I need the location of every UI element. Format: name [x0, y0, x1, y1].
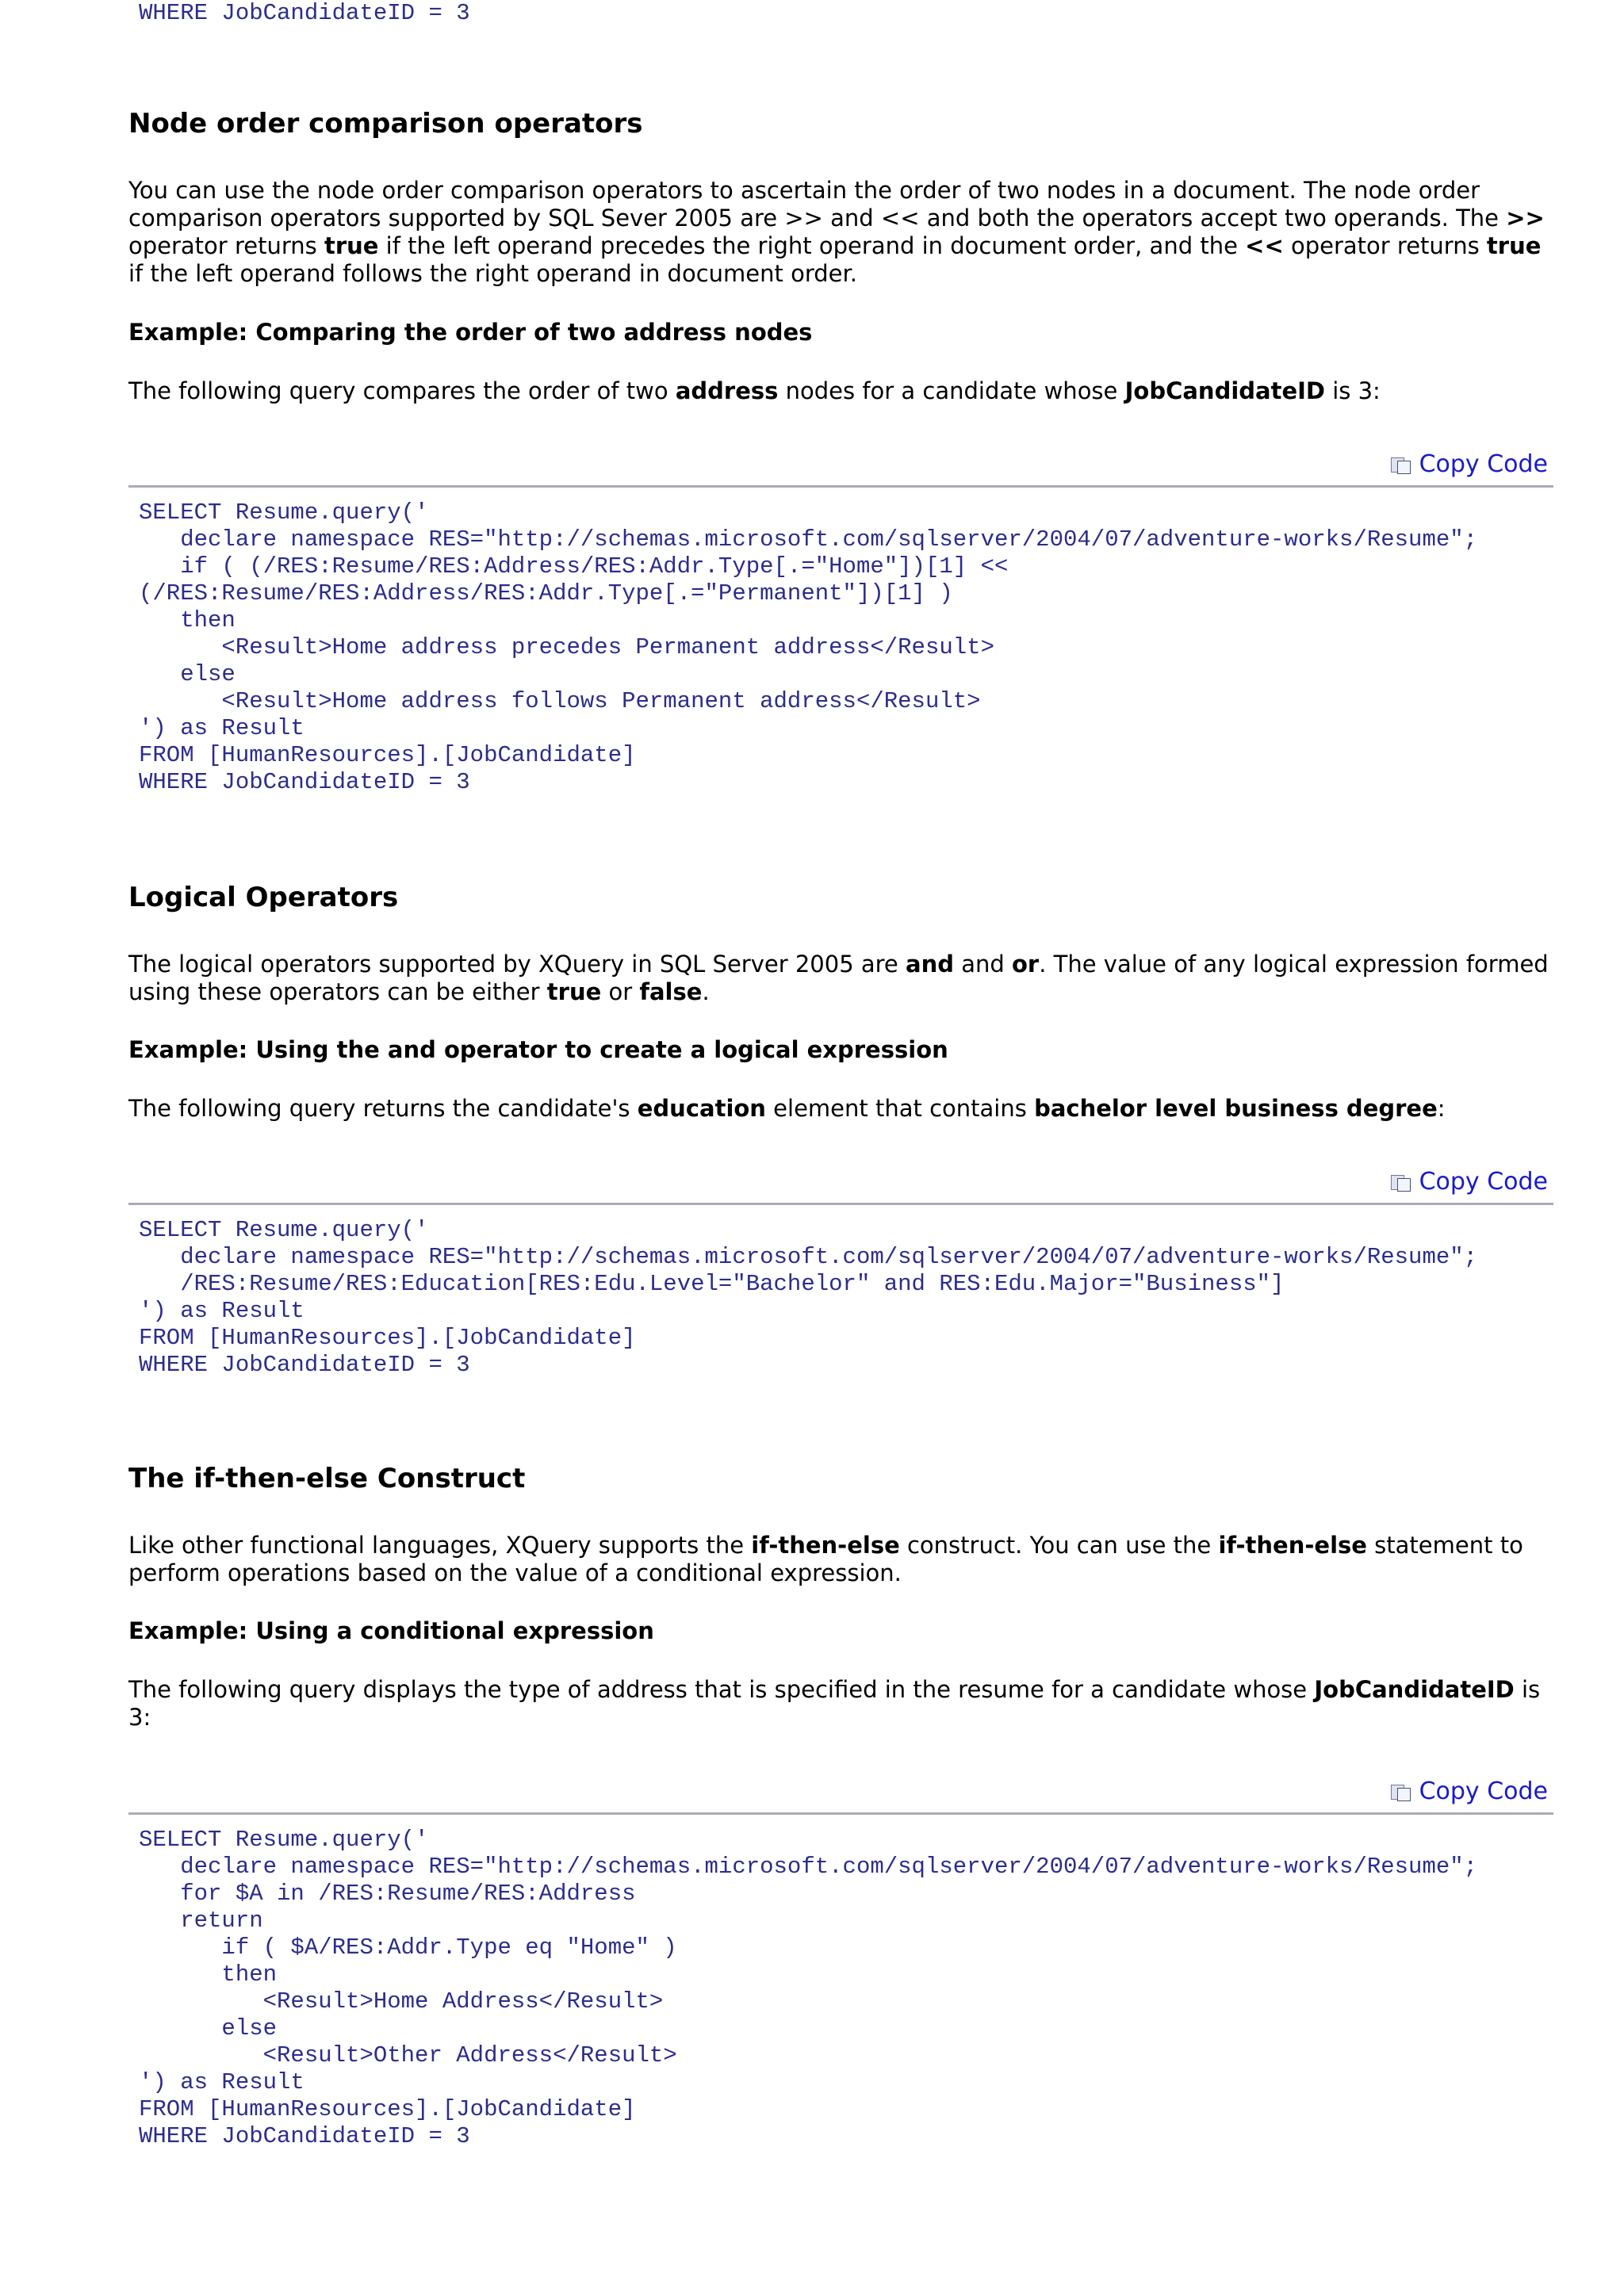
example-title-logical: Example: Using the and operator to create a logical expression	[128, 1036, 948, 1063]
example-title-conditional: Example: Using a conditional expression	[128, 1617, 654, 1644]
section-paragraph-node-order: You can use the node order comparison operators to ascertain the order of two nodes in a document. The node order comparison operators supported by SQL Sever 2005 are >> and << and both the operators accept two operands. The >> operator returns true if the left operand precedes the right operand in document order, and the << operator returns true if the left operand follows the right operand in document order.	[128, 177, 1545, 287]
code-block-conditional: SELECT Resume.query(' declare namespace RES="http://schemas.microsoft.com/sqlserver/2004/07/adventure-works/Resume"; for $A in /RES:Resume/RES:Address return if ( $A/RES:Addr.Type eq "Home" ) then <Result>Home Address</Result> else <Result>Other Address</Result> ') as Result FROM [HumanResources].[JobCandidate] WHERE JobCandidateID = 3	[139, 1827, 1478, 2149]
copy-icon	[1391, 1783, 1411, 1800]
section-title-logical-operators: Logical Operators	[128, 882, 399, 913]
code-divider	[128, 485, 1553, 488]
section-paragraph-if-then-else: Like other functional languages, XQuery supports the if-then-else construct. You can use the if-then-else statement to perform operations based on the value of a conditional expression.	[128, 1532, 1523, 1586]
copy-code-button[interactable]	[1391, 1777, 1548, 1805]
copy-code-button[interactable]	[1391, 450, 1548, 478]
section-paragraph-logical-operators: The logical operators supported by XQuery in SQL Server 2005 are and and or. The value of any logical expression formed using these operators can be either true or false.	[128, 951, 1549, 1005]
example-description-logical: The following query returns the candidate's education element that contains bachelor level business degree:	[128, 1095, 1446, 1122]
section-title-if-then-else: The if-then-else Construct	[128, 1463, 526, 1494]
copy-icon	[1391, 456, 1411, 473]
copy-code-label: Copy Code	[1419, 450, 1548, 478]
example-title-node-order: Example: Comparing the order of two address nodes	[128, 319, 813, 346]
section-title-node-order: Node order comparison operators	[128, 108, 643, 140]
code-divider	[128, 1812, 1553, 1815]
copy-code-button[interactable]	[1391, 1168, 1548, 1196]
code-block-node-order: SELECT Resume.query(' declare namespace RES="http://schemas.microsoft.com/sqlserver/2004/07/adventure-works/Resume"; if ( (/RES:Resume/RES:Address/RES:Addr.Type[.="Home"])[1] << (/RES:Resume/RES:Address/RES:Addr.Type[.="Permanent"])[1] ) then <Result>Home address precedes Permanent address</Result> else <Result>Home address follows Permanent address</Result> ') as Result FROM [HumanResources].[JobCandidate] WHERE JobCandidateID = 3	[139, 499, 1478, 795]
copy-icon	[1391, 1173, 1411, 1191]
copy-code-label: Copy Code	[1419, 1168, 1548, 1196]
code-fragment-top: WHERE JobCandidateID = 3	[139, 0, 470, 26]
code-divider	[128, 1203, 1553, 1205]
example-description-conditional: The following query displays the type of address that is specified in the resume for a candidate whose JobCandidateID is 3:	[128, 1676, 1541, 1731]
code-block-logical: SELECT Resume.query(' declare namespace RES="http://schemas.microsoft.com/sqlserver/2004/07/adventure-works/Resume"; /RES:Resume/RES:Education[RES:Edu.Level="Bachelor" and RES:Edu.Major="Business"] ') as Result FROM [HumanResources].[JobCandidate] WHERE JobCandidateID = 3	[139, 1217, 1478, 1378]
copy-code-label: Copy Code	[1419, 1777, 1548, 1805]
example-description-node-order: The following query compares the order of two address nodes for a candidate whose JobCandidateID is 3:	[128, 377, 1381, 404]
